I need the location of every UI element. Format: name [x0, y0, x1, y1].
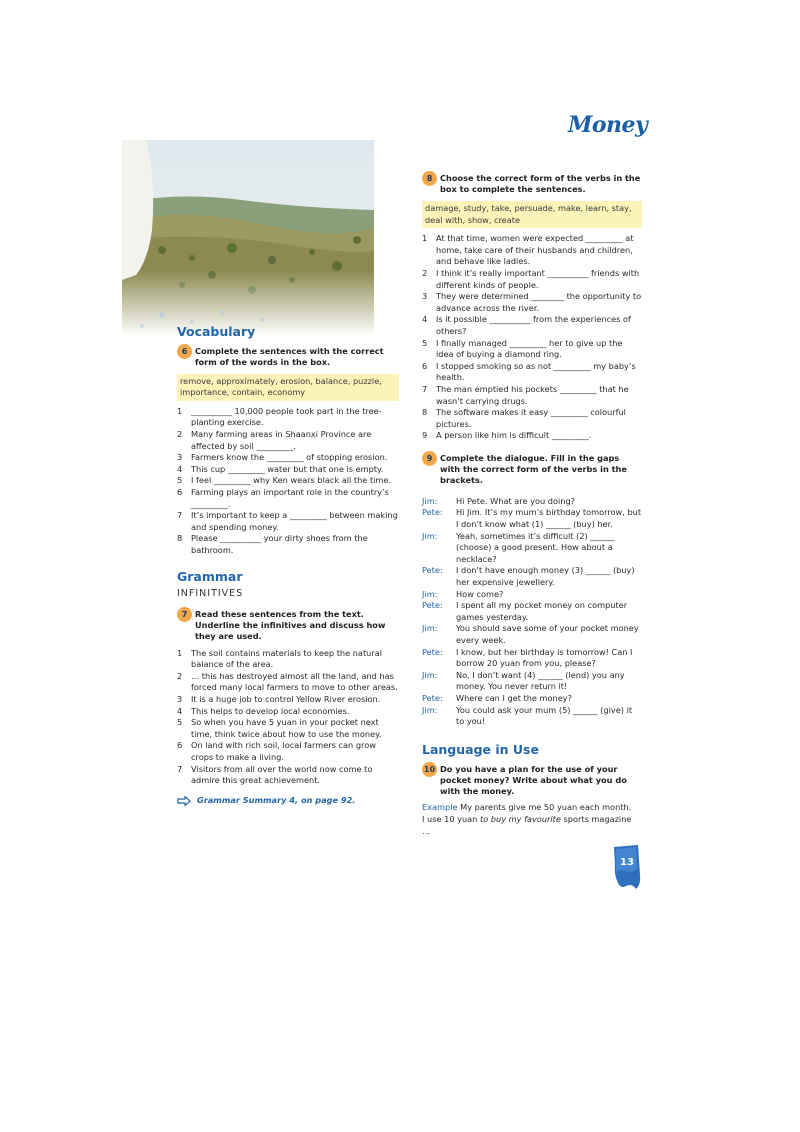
landscape-photo	[122, 140, 374, 336]
list-item: 7 The man emptied his pockets _________ that he wasn’t carrying drugs.	[422, 383, 629, 406]
list-item: 2 Many farming areas in Shaanxi Province are affected by soil _________.	[177, 428, 372, 451]
example-line-2-start: I use 10 yuan	[422, 813, 478, 824]
dialogue-line: Jim: Hi Pete. What are you doing?	[422, 495, 575, 506]
list-item: 2 I think it’s really important __________ friends with different kinds of people.	[422, 267, 640, 290]
list-item: 8 Please __________ your dirty shoes from the bathroom.	[177, 533, 368, 555]
example-line-2-end: sports magazine …	[422, 813, 632, 836]
list-item: 4 This cup _________ water but that one is empty.	[177, 463, 384, 474]
list-item: 4 This helps to develop local economies.	[177, 705, 350, 716]
list-item: 5 I feel _________ why Ken wears black all the time.	[177, 475, 392, 486]
list-item: 5 So when you have 5 yuan in your pocket next time, think twice about how to use the money.	[177, 717, 382, 739]
infinitives-subheading: INFINITIVES	[177, 588, 244, 600]
task-6-instruction	[177, 346, 399, 368]
word-box: damage, study, take, persuade, make, learn, stay, deal with, show, create	[422, 201, 642, 228]
page-number-badge	[612, 845, 642, 889]
list-item: 1 __________ 10,000 people took part in the tree-planting exercise.	[177, 405, 382, 428]
dialogue-line: Pete: I spent all my pocket money on computer games yesterday.	[422, 600, 628, 622]
list-item: 7 It’s important to keep a _________ between making and spending money.	[177, 510, 398, 532]
instruction-text: Complete the sentences with the correct form of the words in the box.	[195, 345, 384, 367]
example-line-1: My parents give me 50 yuan each month.	[460, 802, 632, 813]
list-item: 6 On land with rich soil, local farmers can grow crops to make a living.	[177, 740, 376, 763]
dialogue-line: Jim: No, I don’t want (4) ______ (lend) you any money. You never return it!	[422, 669, 625, 692]
instruction-text: Choose the correct form of the verbs in the box to complete the sentences.	[440, 173, 641, 194]
grammar-heading: Grammar	[177, 568, 243, 584]
vocabulary-list	[177, 406, 399, 557]
instruction-text: Complete the dialogue. Fill in the gaps with the correct form of the verbs in the brackets.	[440, 452, 627, 485]
grammar-summary-link[interactable]	[177, 795, 399, 807]
task-number-badge: 10	[422, 762, 437, 777]
vocabulary-heading: Vocabulary	[177, 324, 256, 339]
task-8-instruction	[422, 173, 642, 195]
word-box: remove, approximately, erosion, balance, puzzle, importance, contain, economy	[177, 374, 399, 401]
list-item: 9 A person like him is difficult _________.	[422, 430, 592, 441]
example-text	[422, 802, 642, 837]
list-item: 4 Is it possible __________ from the experiences of others?	[422, 314, 631, 336]
list-item: 3 Farmers know the _________ of stopping erosion.	[177, 452, 388, 463]
left-column	[177, 326, 399, 806]
list-item: 8 The software makes it easy _________ colourful pictures.	[422, 407, 626, 429]
task-number-badge: 6	[177, 344, 192, 359]
list-item: 3 They were determined ________ the opportunity to advance across the river.	[422, 291, 642, 313]
dialogue	[422, 496, 642, 728]
dialogue-line: Jim: Yeah, sometimes it’s difficult (2) ______ (choose) a good present. How about a necklace?	[422, 530, 615, 564]
list-item: 5 I finally managed _________ her to give up the idea of buying a diamond ring.	[422, 337, 623, 360]
list-item: 6 Farming plays an important role in the country’s _________.	[177, 486, 389, 509]
dialogue-line: Jim: You could ask your mum (5) ______ (give) it to you!	[422, 704, 633, 727]
list-item: 1 The soil contains materials to keep the natural balance of the area.	[177, 647, 383, 670]
instruction-text: Read these sentences from the text. Underline the infinitives and discuss how they are used.	[195, 608, 386, 641]
list-item: 6 I stopped smoking so as not _________ my baby’s health.	[422, 360, 636, 383]
task-10-instruction	[422, 764, 642, 797]
dialogue-line: Pete: I don’t have enough money (3) ______ (buy) her expensive jewellery.	[422, 565, 635, 588]
page-number: 13	[620, 857, 634, 868]
task-number-badge: 9	[422, 451, 437, 466]
dialogue-line: Pete: I know, but her birthday is tomorrow! Can I borrow 20 yuan from you, please?	[422, 646, 633, 669]
instruction-text: Do you have a plan for the use of your pocket money? Write about what you do with the money.	[440, 764, 627, 797]
list-item: 2 … this has destroyed almost all the land, and has forced many local farmers to move to other areas.	[177, 670, 398, 693]
dialogue-line: Jim: How come?	[422, 588, 504, 599]
example-label: Example	[422, 802, 458, 813]
dialogue-line: Jim: You should save some of your pocket money every week.	[422, 623, 639, 645]
task-7-instruction	[177, 609, 399, 642]
right-column	[422, 173, 642, 837]
list-item: 3 It is a huge job to control Yellow River erosion.	[177, 694, 381, 705]
dialogue-line: Pete: Hi Jim. It’s my mum’s birthday tomorrow, but I don’t know what (1) ______ (buy) her.	[422, 507, 642, 530]
language-in-use-heading: Language in Use	[422, 741, 539, 757]
list-item: 7 Visitors from all over the world now come to admire this great achievement.	[177, 763, 373, 786]
chapter-title: Money	[568, 112, 648, 138]
task-8-list	[422, 233, 642, 442]
grammar-list	[177, 648, 399, 787]
list-item: 1 At that time, women were expected _________ at home, take care of their husbands and children, and behave like ladies.	[422, 233, 634, 267]
example-line-2-italic: to buy my favourite	[479, 813, 561, 824]
task-number-badge: 8	[422, 171, 437, 186]
task-number-badge: 7	[177, 607, 192, 622]
dialogue-line: Pete: Where can I get the money?	[422, 692, 572, 703]
arrow-right-icon	[177, 796, 191, 806]
grammar-summary-text: Grammar Summary 4, on page 92.	[197, 794, 356, 805]
task-9-instruction	[422, 453, 642, 486]
